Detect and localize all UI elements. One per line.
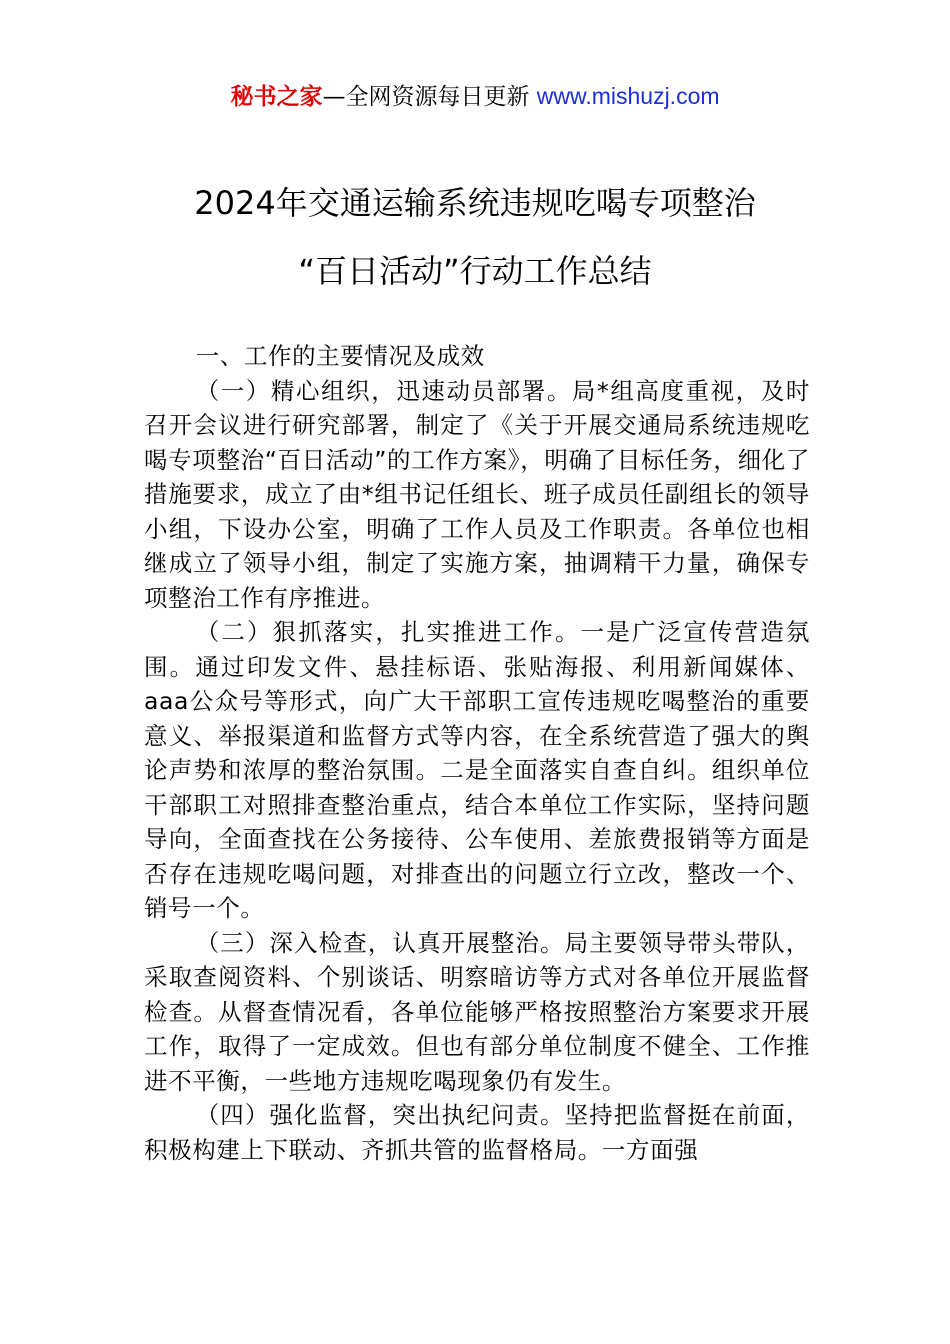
- paragraph: （二）狠抓落实，扎实推进工作。一是广泛宣传营造氛围。通过印发文件、悬挂标语、张贴海报、利用新闻媒体、aaa公众号等形式，向广大干部职工宣传违规吃喝整治的重要意义、举报渠道和监督方式等内容，在全系统营造了强大的舆论声势和浓厚的整治氛围。二是全面落实自查自纠。组织单位干部职工对照排查整治重点，结合本单位工作实际，坚持问题导向，全面查找在公务接待、公车使用、差旅费报销等方面是否存在违规吃喝问题，对排查出的问题立行立改，整改一个、销号一个。: [144, 618, 810, 922]
- site-url-link[interactable]: www.mishuzj.com: [536, 83, 720, 109]
- paragraph: （三）深入检查，认真开展整治。局主要领导带头带队，采取查阅资料、个别谈话、明察暗访等方式对各单位开展监督检查。从督查情况看，各单位能够严格按照整治方案要求开展工作，取得了一定成效。但也有部分单位制度不健全、工作推进不平衡，一些地方违规吃喝现象仍有发生。: [144, 928, 810, 1095]
- paragraph: （四）强化监督，突出执纪问责。坚持把监督挺在前面，积极构建上下联动、齐抓共管的监督格局。一方面强: [144, 1101, 810, 1164]
- document-title-line-2: “百日活动”行动工作总结: [298, 252, 652, 290]
- section-heading: 一、工作的主要情况及成效: [195, 342, 485, 370]
- paragraph: （一）精心组织，迅速动员部署。局*组高度重视，及时召开会议进行研究部署，制定了《关于开展交通局系统违规吃喝专项整治“百日活动”的工作方案》，明确了目标任务，细化了措施要求，成立了由*组书记任组长、班子成员任副组长的领导小组，下设办公室，明确了工作人员及工作职责。各单位也相继成立了领导小组，制定了实施方案，抽调精干力量，确保专项整治工作有序推进。: [144, 376, 810, 612]
- document-body: [144, 339, 810, 1167]
- document-title-line-1: 2024年交通运输系统违规吃喝专项整治: [194, 184, 756, 222]
- site-header: [0, 80, 950, 113]
- site-brand: 秘书之家: [230, 84, 323, 110]
- site-tagline: —全网资源每日更新: [322, 84, 537, 110]
